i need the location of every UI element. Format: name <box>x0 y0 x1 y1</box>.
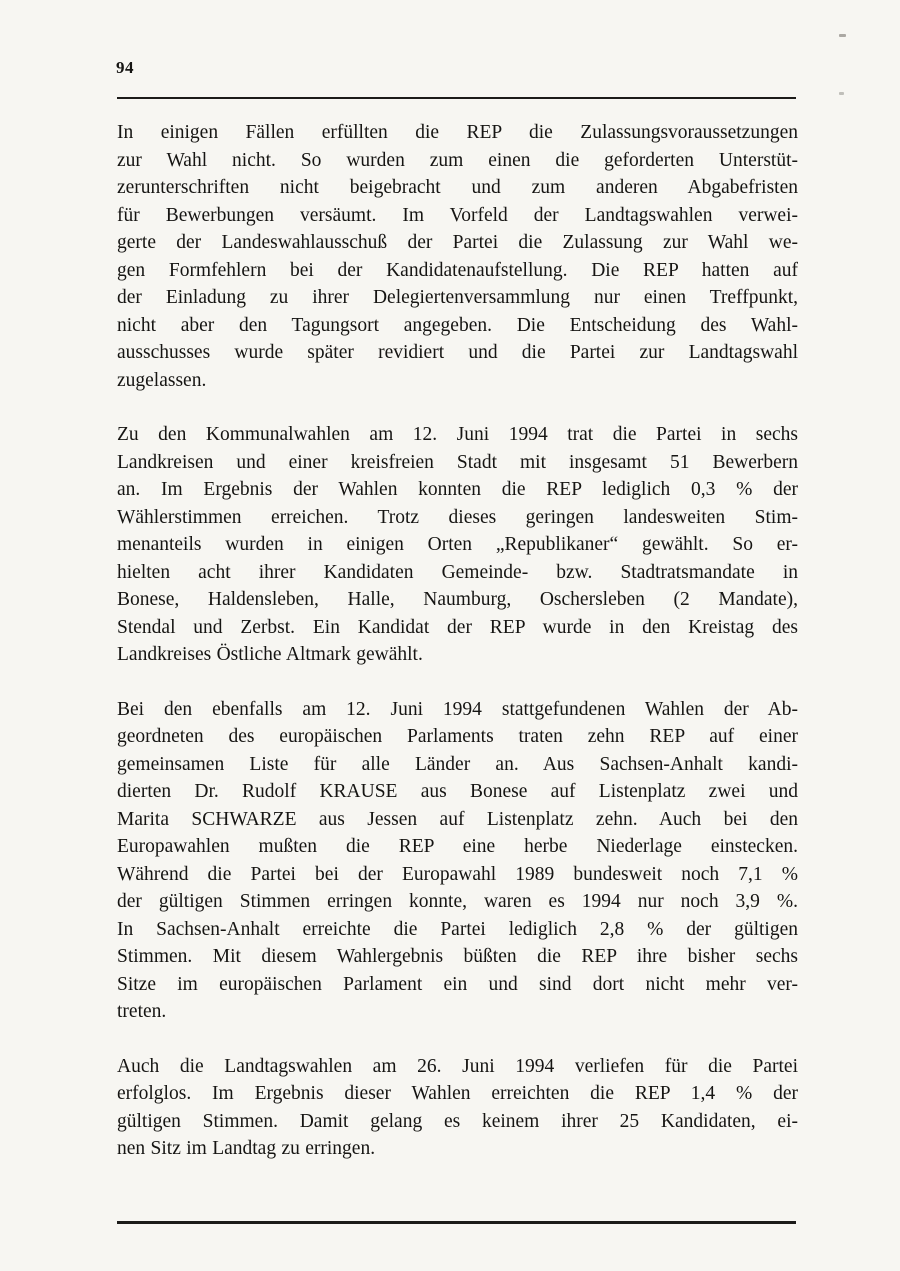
text-line: für Bewerbungen versäumt. Im Vorfeld der Landtagswahlen verwei- <box>117 204 798 226</box>
header-rule <box>117 97 796 99</box>
scan-artifact <box>839 34 846 37</box>
text-line: zugelassen. <box>117 369 207 391</box>
text-line: nen Sitz im Landtag zu erringen. <box>117 1138 376 1159</box>
page-number: 94 <box>116 58 134 77</box>
scan-artifact <box>839 92 844 95</box>
text-line: dierten Dr. Rudolf KRAUSE aus Bonese auf Listenplatz zwei und <box>117 781 798 802</box>
text-line: gerte der Landeswahlausschuß der Partei die Zulassung zur Wahl we- <box>117 232 798 253</box>
text-line: Wählerstimmen erreichen. Trotz dieses geringen landesweiten Stim- <box>117 506 798 528</box>
paragraph-landtagswahlen <box>117 1053 798 1163</box>
text-line: gemeinsamen Liste für alle Länder an. Aus Sachsen-Anhalt kandi- <box>117 753 798 775</box>
text-line: Zu den Kommunalwahlen am 12. Juni 1994 trat die Partei in sechs <box>117 424 798 445</box>
text-line: der Einladung zu ihrer Delegiertenversammlung nur einen Treffpunkt, <box>117 287 798 308</box>
text-line: In einigen Fällen erfüllten die REP die Zulassungsvoraussetzungen <box>117 122 798 143</box>
text-line: Stendal und Zerbst. Ein Kandidat der REP wurde in den Kreistag des <box>117 616 798 638</box>
paragraph-kommunalwahlen <box>117 421 798 669</box>
text-line: zur Wahl nicht. So wurden zum einen die geforderten Unterstüt- <box>117 149 798 171</box>
text-line: nicht aber den Tagungsort angegeben. Die Entscheidung des Wahl- <box>117 314 798 336</box>
text-line: In Sachsen-Anhalt erreichte die Partei lediglich 2,8 % der gültigen <box>117 918 798 940</box>
text-line: Sitze im europäischen Parlament ein und sind dort nicht mehr ver- <box>117 973 798 995</box>
text-line: Bonese, Haldensleben, Halle, Naumburg, Oschersleben (2 Mandate), <box>117 589 798 610</box>
text-line: Landkreises Östliche Altmark gewählt. <box>117 644 423 665</box>
text-line: ausschusses wurde später revidiert und die Partei zur Landtagswahl <box>117 342 798 363</box>
text-line: geordneten des europäischen Parlaments traten zehn REP auf einer <box>117 726 798 747</box>
body-text <box>117 119 798 1163</box>
text-line: treten. <box>117 1001 167 1022</box>
text-line: der gültigen Stimmen erringen konnte, waren es 1994 nur noch 3,9 %. <box>117 891 798 912</box>
footer-rule <box>117 1221 796 1224</box>
text-line: gültigen Stimmen. Damit gelang es keinem ihrer 25 Kandidaten, ei- <box>117 1110 798 1132</box>
text-line: menanteils wurden in einigen Orten „Republikaner“ gewählt. So er- <box>117 534 798 555</box>
text-line: hielten acht ihrer Kandidaten Gemeinde- bzw. Stadtratsmandate in <box>117 561 798 583</box>
text-line: Während die Partei bei der Europawahl 1989 bundesweit noch 7,1 % <box>117 863 798 885</box>
text-line: Bei den ebenfalls am 12. Juni 1994 stattgefundenen Wahlen der Ab- <box>117 698 798 720</box>
text-line: zerunterschriften nicht beigebracht und zum anderen Abgabefristen <box>117 177 798 198</box>
text-line: erfolglos. Im Ergebnis dieser Wahlen erreichten die REP 1,4 % der <box>117 1083 798 1104</box>
text-line: Europawahlen mußten die REP eine herbe Niederlage einstecken. <box>117 836 798 857</box>
text-line: Auch die Landtagswahlen am 26. Juni 1994 verliefen für die Partei <box>117 1055 798 1077</box>
paragraph-zulassung <box>117 119 798 394</box>
text-line: an. Im Ergebnis der Wahlen konnten die REP lediglich 0,3 % der <box>117 479 798 500</box>
text-line: Stimmen. Mit diesem Wahlergebnis büßten die REP ihre bisher sechs <box>117 946 798 967</box>
text-line: Marita SCHWARZE aus Jessen auf Listenplatz zehn. Auch bei den <box>117 808 798 830</box>
paragraph-europawahlen <box>117 696 798 1026</box>
text-line: Landkreisen und einer kreisfreien Stadt mit insgesamt 51 Bewerbern <box>117 451 798 473</box>
text-line: gen Formfehlern bei der Kandidatenaufstellung. Die REP hatten auf <box>117 259 798 281</box>
